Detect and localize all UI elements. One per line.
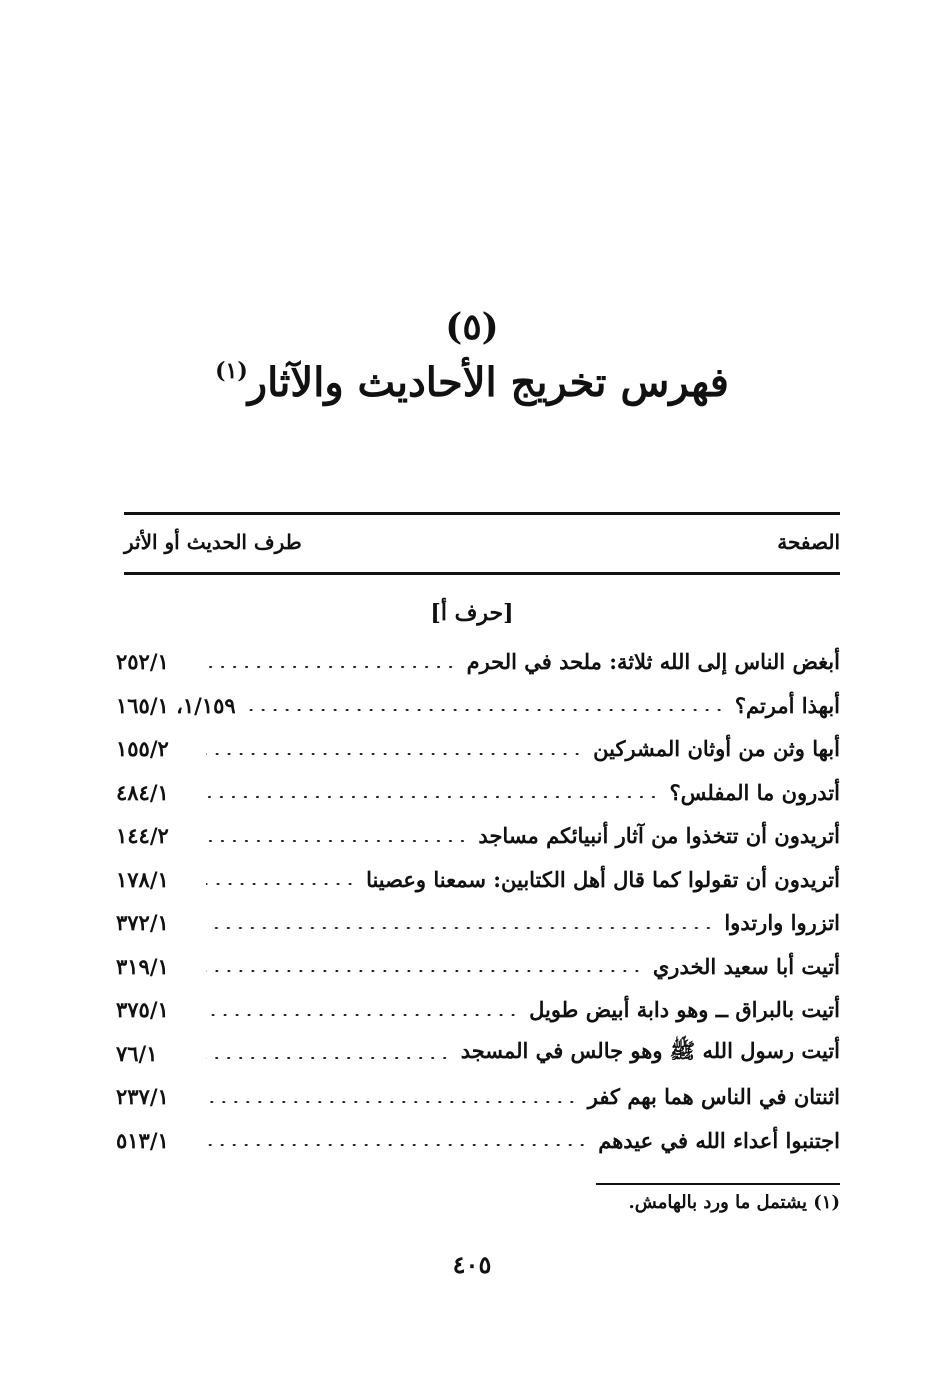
list-item bbox=[116, 901, 840, 945]
footnote: (١) يشتمل ما ورد بالهامش. bbox=[628, 1192, 840, 1213]
entry-page-ref: ٥١٣/١ bbox=[116, 1127, 169, 1153]
list-item bbox=[116, 814, 840, 858]
dot-leader bbox=[206, 1101, 578, 1103]
dot-leader bbox=[206, 1057, 451, 1059]
list-item bbox=[116, 1075, 840, 1119]
list-item bbox=[116, 771, 840, 815]
entry-text: أبهذا أمرتم؟ bbox=[734, 692, 840, 718]
entry-text: أتريدون أن تقولوا كما قال أهل الكتابين: سمعنا وعصينا bbox=[366, 866, 840, 892]
dot-leader bbox=[206, 1014, 519, 1016]
list-item bbox=[116, 988, 840, 1032]
entry-text: أبها وثن من أوثان المشركين bbox=[593, 736, 840, 762]
footnote-rule bbox=[596, 1183, 840, 1185]
entry-page-ref: ٣١٩/١ bbox=[116, 953, 169, 979]
entry-text: اجتنبوا أعداء الله في عيدهم bbox=[598, 1127, 840, 1153]
header-text-column: طرف الحديث أو الأثر bbox=[124, 530, 302, 554]
list-item bbox=[116, 727, 840, 771]
dot-leader bbox=[206, 840, 468, 842]
list-item bbox=[116, 858, 840, 902]
table-header bbox=[124, 524, 840, 560]
entry-page-ref: ٤٨٤/١ bbox=[116, 779, 169, 805]
entry-page-ref: ١/١٥٩، ١٦٥/١ bbox=[116, 692, 236, 718]
title-text: فهرس تخريج الأحاديث والآثار bbox=[247, 359, 729, 406]
entry-text: أتيت رسول الله ﷺ وهو جالس في المسجد bbox=[460, 1037, 840, 1063]
dot-leader bbox=[206, 1144, 588, 1146]
entry-text: أبغض الناس إلى الله ثلاثة: ملحد في الحرم bbox=[466, 649, 840, 675]
dot-leader bbox=[246, 709, 725, 711]
entry-page-ref: ١٧٨/١ bbox=[116, 866, 169, 892]
entry-page-ref: ١٥٥/٢ bbox=[116, 736, 169, 762]
dot-leader bbox=[206, 970, 643, 972]
dot-leader bbox=[206, 927, 714, 929]
entry-text: اثنتان في الناس هما بهم كفر bbox=[587, 1084, 840, 1110]
entry-text: اتزروا وارتدوا bbox=[724, 910, 840, 936]
dot-leader bbox=[206, 666, 457, 668]
list-item bbox=[116, 1119, 840, 1163]
header-bottom-rule bbox=[124, 572, 840, 575]
entry-text: أتيت أبا سعيد الخدري bbox=[652, 953, 840, 979]
entry-page-ref: ٣٧٥/١ bbox=[116, 997, 169, 1023]
page-title bbox=[0, 358, 944, 406]
letter-heading: [حرف أ] bbox=[430, 600, 514, 626]
list-item bbox=[116, 1032, 840, 1076]
page-number: ٤٠٥ bbox=[452, 1250, 492, 1279]
entry-page-ref: ٧٦/١ bbox=[116, 1040, 158, 1066]
dot-leader bbox=[206, 883, 356, 885]
list-item bbox=[116, 640, 840, 684]
dot-leader bbox=[206, 753, 583, 755]
section-number: (٥) bbox=[445, 306, 499, 348]
entry-text: أتدرون ما المفلس؟ bbox=[669, 779, 840, 805]
header-page-column: الصفحة bbox=[777, 530, 840, 554]
title-footnote-marker: (١) bbox=[215, 358, 248, 384]
entry-page-ref: ١٤٤/٢ bbox=[116, 823, 169, 849]
entry-page-ref: ٢٣٧/١ bbox=[116, 1084, 169, 1110]
dot-leader bbox=[206, 796, 659, 798]
entries-list bbox=[116, 640, 840, 1162]
entry-page-ref: ٣٧٢/١ bbox=[116, 910, 169, 936]
entry-text: أتريدون أن تتخذوا من آثار أنبيائكم مساجد bbox=[478, 823, 840, 849]
entry-text: أتيت بالبراق ــ وهو دابة أبيض طويل bbox=[529, 997, 840, 1023]
header-top-rule bbox=[124, 512, 840, 515]
list-item bbox=[116, 945, 840, 989]
list-item bbox=[116, 684, 840, 728]
entry-page-ref: ٢٥٢/١ bbox=[116, 649, 169, 675]
